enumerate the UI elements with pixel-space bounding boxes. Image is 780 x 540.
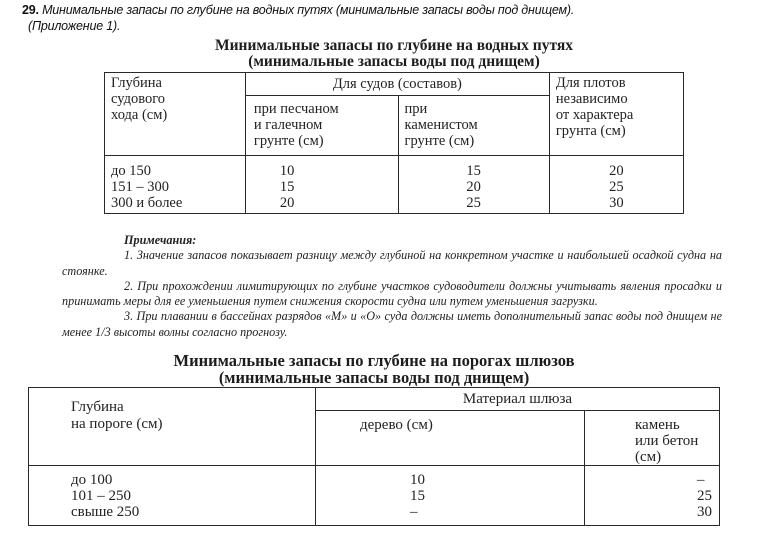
header-rafts: Для плотов независимо от характера грунта (см) <box>549 73 683 156</box>
table2-title-line2: (минимальные запасы воды под днищем) <box>218 368 530 387</box>
col-rafts-values: 20 25 30 <box>549 156 683 214</box>
intro-text <box>22 2 762 34</box>
table2-title <box>28 352 720 386</box>
table1-data-row <box>105 156 684 214</box>
col-rocky-values: 15 20 25 <box>398 156 549 214</box>
table1-title-line2: (минимальные запасы воды под днищем) <box>248 53 540 70</box>
notes-heading: Примечания: <box>124 233 197 247</box>
header-sandy: при песчаном и галечном грунте (см) <box>245 96 398 156</box>
note-1: 1. Значение запасов показывает разницу между глубиной на конкретном участке и наибольшей осадкой судна на стоянке. <box>62 248 722 278</box>
table-lock-sills <box>28 387 720 526</box>
header-vessels-group: Для судов (составов) <box>245 73 549 96</box>
col-stone-values: – 25 30 <box>585 466 720 526</box>
intro-line-2: (Приложение 1). <box>28 19 121 33</box>
col-sandy-values: 10 15 20 <box>245 156 398 214</box>
intro-line-1: Минимальные запасы по глубине на водных путях (минимальные запасы воды под днищем). <box>42 3 575 17</box>
col-sill-depth-values: до 100 101 – 250 свыше 250 <box>29 466 316 526</box>
table-waterways <box>104 72 684 214</box>
notes-section <box>62 233 722 340</box>
table1-title <box>104 38 684 70</box>
table1-title-line1: Минимальные запасы по глубине на водных путях <box>214 37 573 54</box>
header-wood: дерево (см) <box>316 411 585 466</box>
header-material-group: Материал шлюза <box>316 388 720 411</box>
col-depth-values: до 150 151 – 300 300 и более <box>105 156 246 214</box>
table2-title-line1: Минимальные запасы по глубине на порогах шлюзов <box>173 351 575 370</box>
col-wood-values: 10 15 – <box>316 466 585 526</box>
header-sill-depth: Глубина на пороге (см) <box>29 388 316 466</box>
header-stone: камень или бетон (см) <box>585 411 720 466</box>
header-depth: Глубина судового хода (см) <box>105 73 246 156</box>
header-rocky: при каменистом грунте (см) <box>398 96 549 156</box>
item-number: 29. <box>22 3 39 17</box>
table2-data-row <box>29 466 720 526</box>
note-2: 2. При прохождении лимитирующих по глубине участков судоводители должны учитывать явления просадки и принимать меры для ее уменьшения путем снижения скорости судна или путем уменьшения загрузки. <box>62 278 722 309</box>
note-3: 3. При плавании в бассейнах разрядов «М» и «О» суда должны иметь дополнительный запас воды под днищем не менее 1/3 высоты волны согласно прогнозу. <box>62 309 722 339</box>
